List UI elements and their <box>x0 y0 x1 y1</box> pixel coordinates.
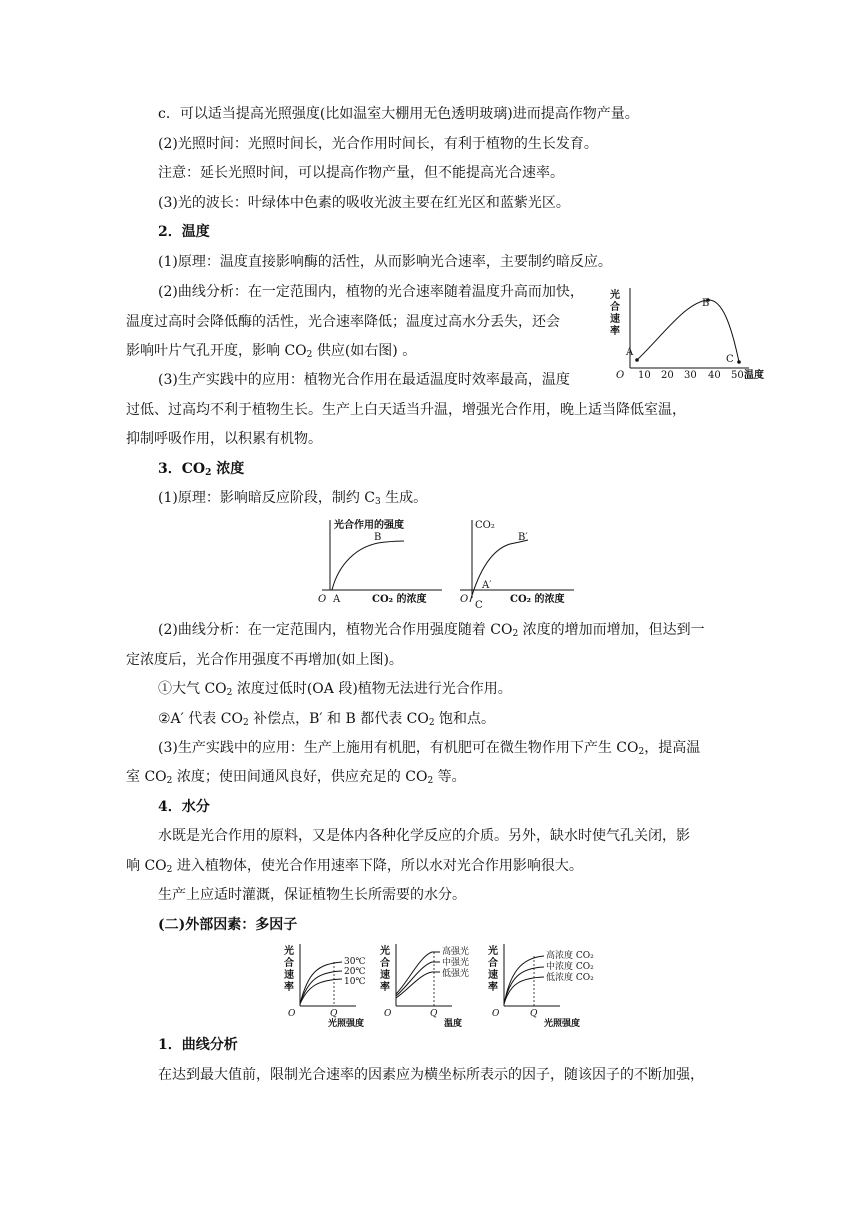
series-curve-mid <box>504 967 544 1004</box>
text-line: c．可以适当提高光照强度(比如温室大棚用无色透明玻璃)进而提高作物产量。 <box>158 106 639 122</box>
text-run: (2)曲线分析：在一定范围内，植物光合作用强度随着 CO <box>158 622 513 638</box>
co2-curve-figure-b <box>454 516 578 612</box>
ylabel-char: 光 <box>610 290 620 301</box>
section-heading: 1．曲线分析 <box>158 1037 238 1053</box>
subscript: 2 <box>638 747 645 757</box>
text-run: 浓度的增加而增加，但达到一 <box>518 622 705 638</box>
origin-label: O <box>288 1009 296 1019</box>
ylabel-char: 光 <box>488 946 498 957</box>
q-label: Q <box>330 1009 338 1019</box>
ylabel-char: 合 <box>488 958 498 969</box>
ylabel-char: 光 <box>380 946 390 957</box>
text-line <box>126 341 416 361</box>
subscript: 2 <box>306 350 313 360</box>
section-heading: (二)外部因素：多因子 <box>158 917 298 933</box>
x-axis-label: 光照强度 <box>328 1019 365 1028</box>
ylabel-char: 合 <box>284 958 294 969</box>
subscript: 3 <box>375 497 381 507</box>
text-run: 浓度 <box>211 461 245 477</box>
text-line: 温度过高时会降低酶的活性，光合速率降低；温度过高水分丢失，还会 <box>126 314 560 330</box>
q-label: Q <box>430 1009 438 1019</box>
text-run: 饱和点。 <box>434 711 496 727</box>
series-label: 10℃ <box>344 977 366 987</box>
point-a-marker <box>635 358 639 362</box>
series-label: 低强光 <box>442 969 470 979</box>
multi-factor-figure-temperature <box>380 942 484 1028</box>
point-a-prime-label: A′ <box>482 580 492 591</box>
text-line: 过低、过高均不利于植物生长。生产上白天适当升温，增强光合作用，晚上适当降低室温， <box>126 402 686 418</box>
point-b-label: B <box>374 532 382 543</box>
co2-curve <box>470 540 528 602</box>
point-c-label: C <box>726 354 734 365</box>
subscript: 2 <box>166 865 173 875</box>
x-tick-label: 50 <box>731 370 744 381</box>
y-axis-label: CO₂ <box>475 520 495 531</box>
x-tick-label: 10 <box>638 370 651 381</box>
multi-factor-figure-co2 <box>488 942 612 1028</box>
temperature-curve-figure <box>604 284 774 382</box>
x-axis-label: CO₂ 的浓度 <box>510 594 565 605</box>
origin-label: O <box>460 594 469 605</box>
origin-label: O <box>616 370 625 381</box>
text-run: (1)原理：影响暗反应阶段，制约 C <box>158 490 375 506</box>
temperature-curve <box>637 300 739 362</box>
text-run: (3)生产实践中的应用：生产上施用有机肥，有机肥可在微生物作用下产生 CO <box>158 740 639 756</box>
ylabel-char: 率 <box>488 982 498 993</box>
text-line: (1)原理：温度直接影响酶的活性，从而影响光合速率，主要制约暗反应。 <box>158 254 612 270</box>
text-run: 响 CO <box>126 858 167 874</box>
text-run: 浓度过低时(OA 段)植物无法进行光合作用。 <box>232 681 512 697</box>
point-a-label: A <box>333 594 341 605</box>
text-run: 生成。 <box>380 490 428 506</box>
series-curve-30 <box>300 962 342 1004</box>
ylabel-char: 光 <box>284 946 294 957</box>
point-a-label: A <box>626 347 634 358</box>
x-tick-label: 30 <box>684 370 697 381</box>
x-axis-label: 温度 <box>744 370 764 381</box>
point-c-marker <box>737 360 741 364</box>
series-label: 20℃ <box>344 967 366 977</box>
text-run: ②A′ 代表 CO <box>158 711 243 727</box>
ylabel-char: 速 <box>610 314 620 325</box>
subscript: 2 <box>205 468 212 478</box>
series-label: 低浓度 CO₂ <box>546 973 594 983</box>
ylabel-char: 速 <box>380 970 390 981</box>
text-run: 等。 <box>433 769 466 785</box>
text-line: (2)曲线分析：在一定范围内，植物的光合速率随着温度升高而加快， <box>158 284 584 300</box>
text-run: ，提高温 <box>644 740 701 756</box>
point-c-label: C <box>475 600 483 611</box>
ylabel-char: 合 <box>610 302 620 313</box>
series-label: 中强光 <box>442 958 470 968</box>
section-heading <box>158 459 244 479</box>
text-line: 抑制呼吸作用，以积累有机物。 <box>126 431 322 447</box>
ylabel-char: 率 <box>380 982 390 993</box>
y-axis-label: 光合作用的强度 <box>334 520 404 531</box>
co2-curve-figure-a <box>316 516 446 608</box>
ylabel-char: 率 <box>284 982 294 993</box>
text-run: 供应(如右图) 。 <box>312 343 417 359</box>
subscript: 2 <box>512 629 519 639</box>
section-heading: 2．温度 <box>158 224 210 240</box>
point-b-prime-label: B′ <box>518 532 528 543</box>
text-run: 影响叶片气孔开度，影响 CO <box>126 343 307 359</box>
subscript: 2 <box>166 776 173 786</box>
ylabel-char: 合 <box>380 958 390 969</box>
text-line <box>126 767 466 787</box>
x-tick-label: 20 <box>661 370 674 381</box>
text-line <box>126 856 583 876</box>
text-line <box>158 738 700 758</box>
text-line <box>158 620 705 640</box>
point-b-label: B <box>702 298 710 309</box>
text-line: 定浓度后，光合作用强度不再增加(如上图)。 <box>126 652 403 668</box>
q-label: Q <box>530 1009 538 1019</box>
text-line: (3)生产实践中的应用：植物光合作用在最适温度时效率最高，温度 <box>158 372 570 388</box>
text-line <box>158 488 427 508</box>
text-run: 进入植物体，使光合作用速率下降，所以水对光合作用影响很大。 <box>172 858 583 874</box>
series-curve-20 <box>300 971 342 1004</box>
text-run: 室 CO <box>126 769 167 785</box>
text-line: 注意：延长光照时间，可以提高作物产量，但不能提高光合速率。 <box>158 165 564 181</box>
text-run: 3．CO <box>158 461 206 477</box>
text-line <box>158 709 495 729</box>
series-label: 高强光 <box>442 947 470 957</box>
text-line <box>158 679 512 699</box>
co2-curve <box>332 541 404 590</box>
x-tick-label: 40 <box>708 370 721 381</box>
text-run: 浓度；使田间通风良好，供应充足的 CO <box>172 769 428 785</box>
ylabel-char: 速 <box>284 970 294 981</box>
subscript: 2 <box>428 718 435 728</box>
series-curve-low <box>504 977 544 1004</box>
ylabel-char: 速 <box>488 970 498 981</box>
origin-label: O <box>384 1009 392 1019</box>
text-run: 补偿点，B′ 和 B 都代表 CO <box>248 711 429 727</box>
origin-label: O <box>318 594 327 605</box>
series-label: 中浓度 CO₂ <box>546 962 594 972</box>
series-label: 30℃ <box>344 957 366 967</box>
text-line: 水既是光合作用的原料，又是体内各种化学反应的介质。另外，缺水时使气孔关闭，影 <box>158 828 690 844</box>
text-line: 生产上应适时灌溉，保证植物生长所需要的水分。 <box>158 887 466 903</box>
x-axis-label: CO₂ 的浓度 <box>372 594 427 605</box>
multi-factor-figure-light <box>284 942 380 1028</box>
subscript: 2 <box>242 718 249 728</box>
ylabel-char: 率 <box>610 326 620 337</box>
subscript: 2 <box>427 776 434 786</box>
series-curve-low <box>396 972 440 998</box>
subscript: 2 <box>226 688 233 698</box>
text-line: (3)光的波长：叶绿体中色素的吸收光波主要在红光区和蓝紫光区。 <box>158 195 570 211</box>
section-heading: 4．水分 <box>158 799 210 815</box>
x-axis-label: 温度 <box>444 1019 463 1028</box>
text-run: ①大气 CO <box>158 681 227 697</box>
text-line: 在达到最大值前，限制光合速率的因素应为横坐标所表示的因子，随该因子的不断加强， <box>158 1067 704 1083</box>
series-label: 高浓度 CO₂ <box>546 951 594 961</box>
series-curve-10 <box>300 979 342 1004</box>
x-axis-label: 光照强度 <box>544 1019 581 1028</box>
text-line: (2)光照时间：光照时间长，光合作用时间长，有利于植物的生长发育。 <box>158 136 598 152</box>
origin-label: O <box>492 1009 500 1019</box>
